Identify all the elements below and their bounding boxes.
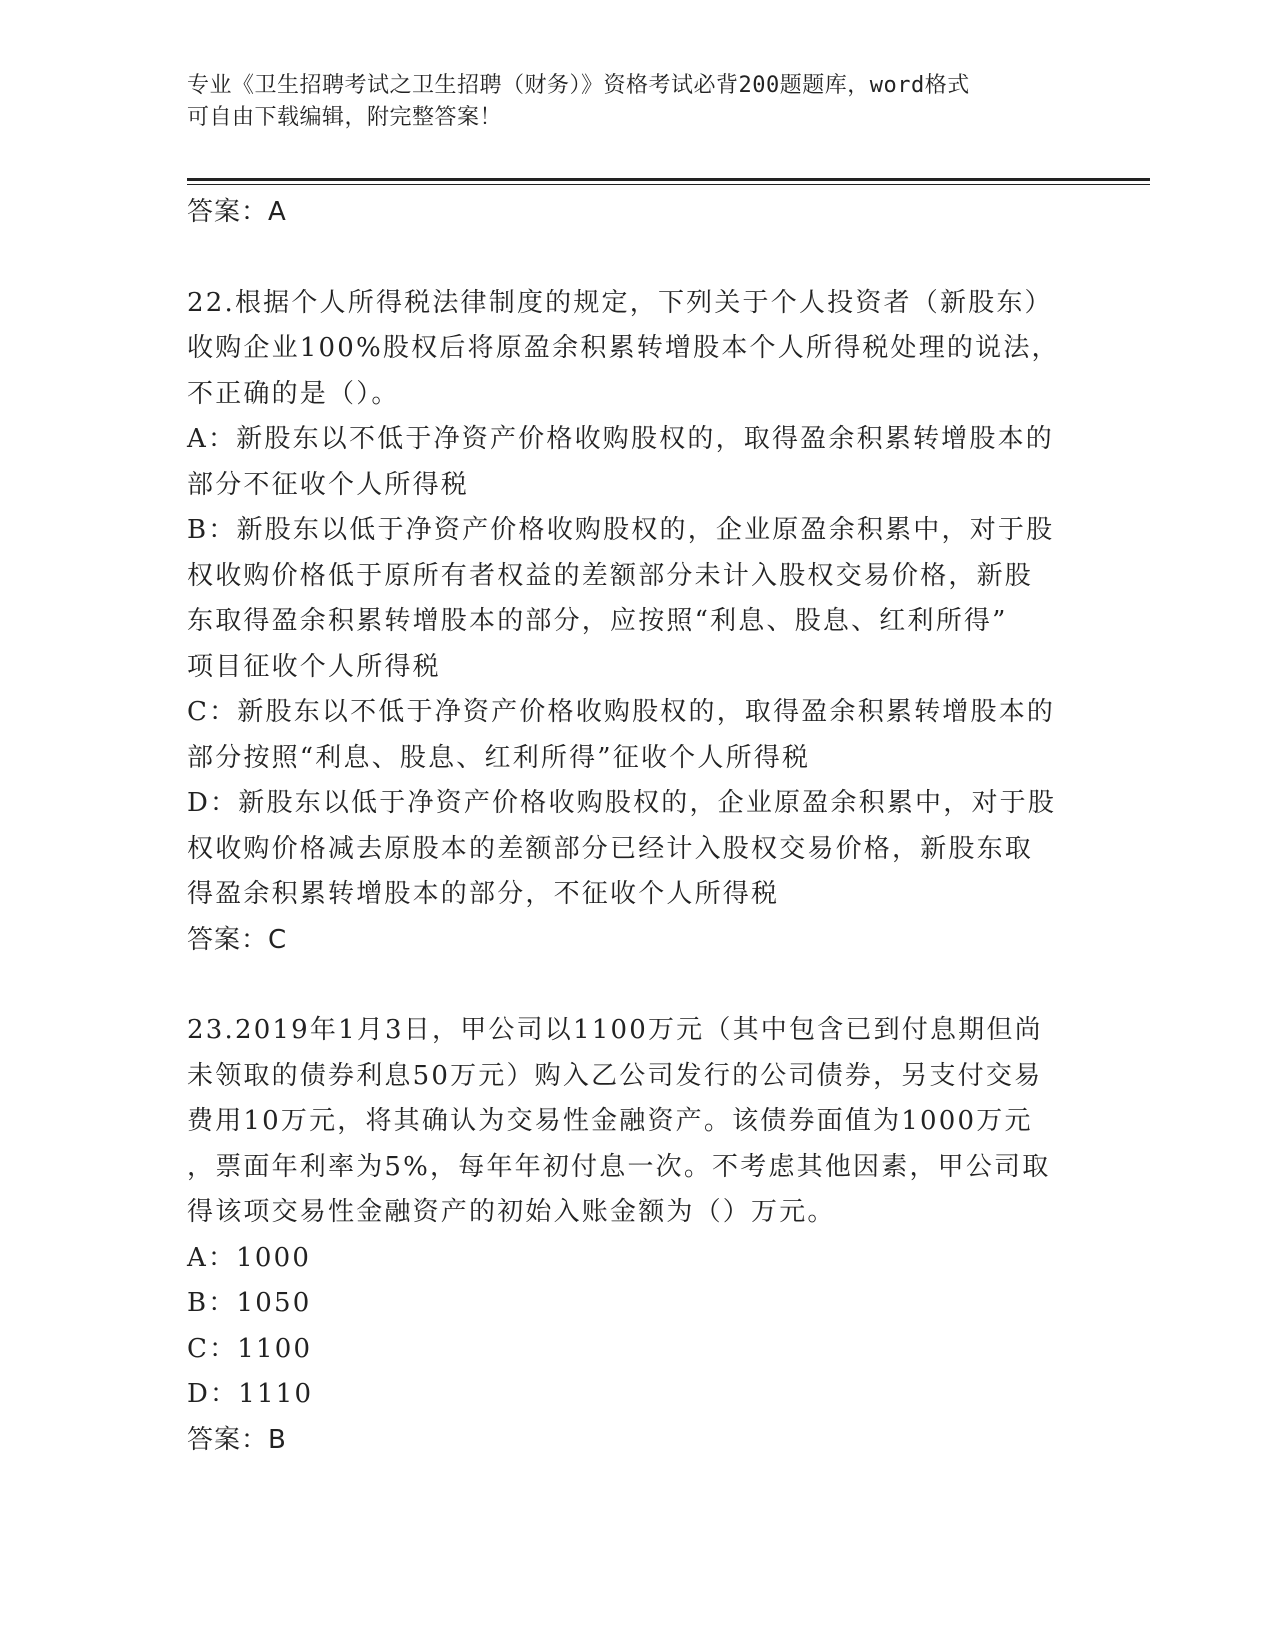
document-body (187, 190, 1077, 1463)
q22-option-a-line-1: A：新股东以不低于净资产价格收购股权的，取得盈余积累转增股本的 (187, 424, 1054, 454)
q22-option-b-line-1: B：新股东以低于净资产价格收购股权的，企业原盈余积累中，对于股 (187, 515, 1055, 545)
q22-option-d-line-2: 权收购价格减去原股本的差额部分已经计入股权交易价格，新股东取 (187, 833, 1034, 864)
q22-stem-line-1: 22.根据个人所得税法律制度的规定，下列关于个人投资者（新股东） (187, 287, 1053, 318)
q22-stem-line-3: 不正确的是（）。 (187, 378, 400, 409)
q23-stem-line-4: ，票面年利率为5%，每年年初付息一次。不考虑其他因素，甲公司取 (187, 1151, 1051, 1182)
q22-option-c-line-1: C：新股东以不低于净资产价格收购股权的，取得盈余积累转增股本的 (187, 697, 1056, 727)
q22-option-b-line-3: 东取得盈余积累转增股本的部分，应按照“利息、股息、红利所得” (187, 606, 1008, 636)
question-22 (187, 281, 1077, 964)
q22-answer: 答案：C (187, 924, 288, 955)
header-rule-thin (187, 184, 1150, 185)
q23-answer: 答案：B (187, 1424, 287, 1455)
header-line-1: 专业《卫生招聘考试之卫生招聘（财务）》资格考试必背200题题库，word格式 (187, 73, 970, 98)
q23-option-a: A：1000 (187, 1242, 312, 1273)
answer-prev: 答案：A (187, 197, 287, 227)
q22-option-b-line-4: 项目征收个人所得税 (187, 651, 441, 682)
q22-stem-line-2: 收购企业100%股权后将原盈余积累转增股本个人所得税处理的说法， (187, 333, 1060, 363)
q22-option-c-line-2: 部分按照“利息、股息、红利所得”征收个人所得税 (187, 742, 811, 773)
q23-stem-line-1: 23.2019年1月3日，甲公司以1100万元（其中包含已到付息期但尚 (187, 1015, 1043, 1045)
header-line-2: 可自由下载编辑，附完整答案！ (187, 105, 503, 130)
q22-option-a-line-2: 部分不征收个人所得税 (187, 469, 470, 500)
header-rule-thick (187, 178, 1150, 181)
document-header (187, 70, 1067, 134)
q23-option-b: B：1050 (187, 1288, 312, 1318)
q23-stem-line-5: 得该项交易性金融资产的初始入账金额为（）万元。 (187, 1197, 836, 1227)
question-23 (187, 1008, 1077, 1463)
spacer (187, 236, 1077, 281)
q22-option-d-line-3: 得盈余积累转增股本的部分，不征收个人所得税 (187, 879, 780, 909)
q23-option-d: D：1110 (187, 1379, 314, 1409)
q22-option-b-line-2: 权收购价格低于原所有者权益的差额部分未计入股权交易价格，新股 (187, 560, 1034, 591)
q22-option-d-line-1: D：新股东以低于净资产价格收购股权的，企业原盈余积累中，对于股 (187, 788, 1057, 818)
q23-stem-line-3: 费用10万元，将其确认为交易性金融资产。该债券面值为1000万元 (187, 1106, 1033, 1136)
spacer (187, 963, 1077, 1008)
q23-stem-line-2: 未领取的债券利息50万元）购入乙公司发行的公司债券，另支付交易 (187, 1060, 1043, 1091)
q23-option-c: C：1100 (187, 1333, 313, 1364)
